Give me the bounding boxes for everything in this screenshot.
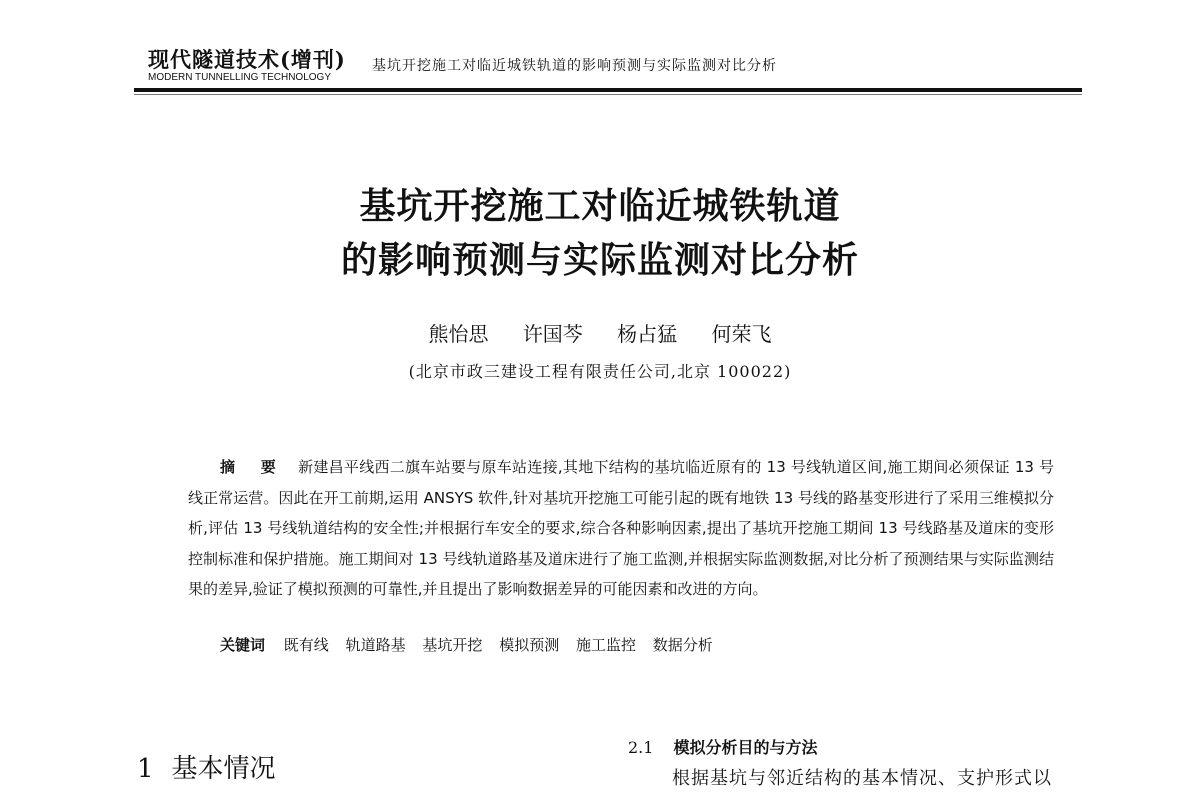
abstract-label: 摘 要	[220, 458, 287, 476]
journal-title-cn: 现代隧道技术(增刊)	[148, 47, 346, 72]
section-1-heading	[137, 748, 276, 785]
header-rule-thin	[134, 94, 1082, 95]
keyword: 数据分析	[652, 636, 713, 654]
keyword: 施工监控	[575, 636, 636, 654]
abstract	[188, 452, 1054, 605]
keyword: 轨道路基	[345, 636, 406, 654]
section-2-1-heading	[628, 735, 817, 758]
section-2-1-number: 2.1	[628, 738, 654, 757]
section-1-title: 基本情况	[171, 754, 276, 784]
author-3: 杨占猛	[617, 322, 678, 346]
keyword: 基坑开挖	[422, 636, 483, 654]
paper-title-line-2: 的影响预测与实际监测对比分析	[340, 239, 859, 281]
section-2-1-title: 模拟分析目的与方法	[673, 738, 818, 757]
abstract-text: 新建昌平线西二旗车站要与原车站连接,其地下结构的基坑临近原有的 13 号线轨道区间,施工期间必须保证 13 号线正常运营。因此在开工前期,运用 ANSYS 软件,针对基坑开挖施工可能引起的既有地铁 13 号线的路基变形进行了采用三维模拟分析,评估 13 号线轨道结构的安全性;并根据行车安全的要求,综合各种影响因素,提出了基坑开挖施工期间 13 号线路基及道床的变形控制标准和保护措施。施工期间对 13 号线轨道路基及道床进行了施工监测,并根据实际监测数据,对比分析了预测结果与实际监测结果的差异,验证了模拟预测的可靠性,并且提出了影响数据差异的可能因素和改进的方向。	[188, 458, 1054, 598]
affiliation: (北京市政三建设工程有限责任公司,北京 100022)	[408, 362, 792, 381]
header-rule-thick	[134, 88, 1082, 92]
paper-title-line-1: 基坑开挖施工对临近城铁轨道	[359, 185, 841, 227]
keyword: 既有线	[283, 636, 329, 654]
running-header-title: 基坑开挖施工对临近城铁轨道的影响预测与实际监测对比分析	[372, 58, 777, 74]
keyword: 模拟预测	[499, 636, 560, 654]
author-1: 熊怡思	[428, 322, 489, 346]
author-2: 许国芩	[522, 322, 583, 346]
author-list	[0, 318, 1200, 347]
section-1-number: 1	[137, 754, 154, 784]
journal-title-en: MODERN TUNNELLING TECHNOLOGY	[148, 72, 331, 83]
author-4: 何荣飞	[711, 322, 772, 346]
keywords	[220, 634, 725, 655]
keywords-label: 关键词	[220, 636, 266, 654]
body-text: 根据基坑与邻近结构的基本情况、支护形式以	[672, 768, 1052, 789]
